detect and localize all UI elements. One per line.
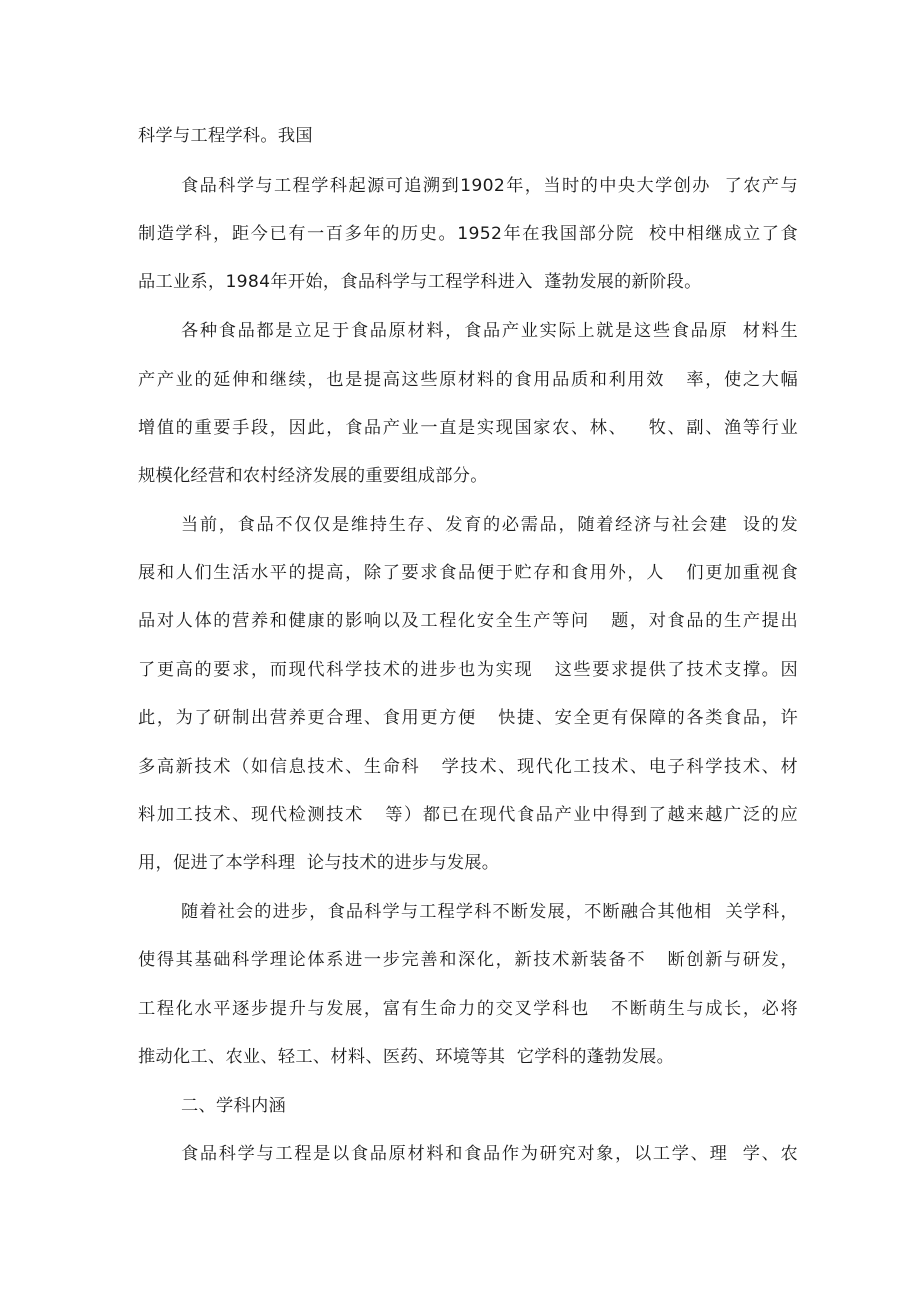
text-line-13: 此，为了研制出营养更合理、食用更方便 快捷、安全更有保障的各类食品，许 [138,708,798,728]
text-line-1: 科学与工程学科。我国 [138,126,313,146]
text-line-19: 工程化水平逐步提升与发展，富有生命力的交叉学科也 不断萌生与成长，必将 [138,999,798,1019]
text-line-10: 展和人们生活水平的提高，除了要求食品便于贮存和食用外，人 们更加重视食 [138,563,798,583]
text-line-20: 推动化工、农业、轻工、材料、医药、环境等其 它学科的蓬勃发展。 [138,1047,675,1067]
text-line-15: 料加工技术、现代检测技术 等）都已在现代食品产业中得到了越来越广泛的应 [138,805,798,825]
text-line-5: 各种食品都是立足于食品原材料，食品产业实际上就是这些食品原 材料生 [181,321,798,341]
text-line-7: 增值的重要手段，因此，食品产业一直是实现国家农、林、 牧、副、渔等行业 [138,418,798,438]
section-heading: 二、学科内涵 [181,1096,286,1116]
text-line-3: 制造学科，距今已有一百多年的历史。1952年在我国部分院 校中相继成立了食 [138,224,798,244]
text-line-14: 多高新技术（如信息技术、生命科 学技术、现代化工技术、电子科学技术、材 [138,757,798,777]
text-line-22: 食品科学与工程是以食品原材料和食品作为研究对象，以工学、理 学、农 [181,1144,798,1164]
text-line-16: 用，促进了本学科理 论与技术的进步与发展。 [138,853,500,873]
text-line-18: 使得其基础科学理论体系进一步完善和深化，新技术新装备不 断创新与研发， [138,950,798,970]
text-line-11: 品对人体的营养和健康的影响以及工程化安全生产等问 题，对食品的生产提出 [138,611,798,631]
text-line-9: 当前，食品不仅仅是维持生存、发育的必需品，随着经济与社会建 设的发 [181,515,798,535]
text-line-6: 产产业的延伸和继续，也是提高这些原材料的食用品质和利用效 率，使之大幅 [138,370,798,390]
text-line-2: 食品科学与工程学科起源可追溯到1902年，当时的中央大学创办 了农产与 [181,176,798,196]
text-line-17: 随着社会的进步，食品科学与工程学科不断发展，不断融合其他相 关学科， [181,902,798,922]
text-line-8: 规模化经营和农村经济发展的重要组成部分。 [138,466,488,486]
text-line-12: 了更高的要求，而现代科学技术的进步也为实现 这些要求提供了技术支撑。因 [138,660,798,680]
text-line-4: 品工业系，1984年开始，食品科学与工程学科进入 蓬勃发展的新阶段。 [138,272,702,292]
